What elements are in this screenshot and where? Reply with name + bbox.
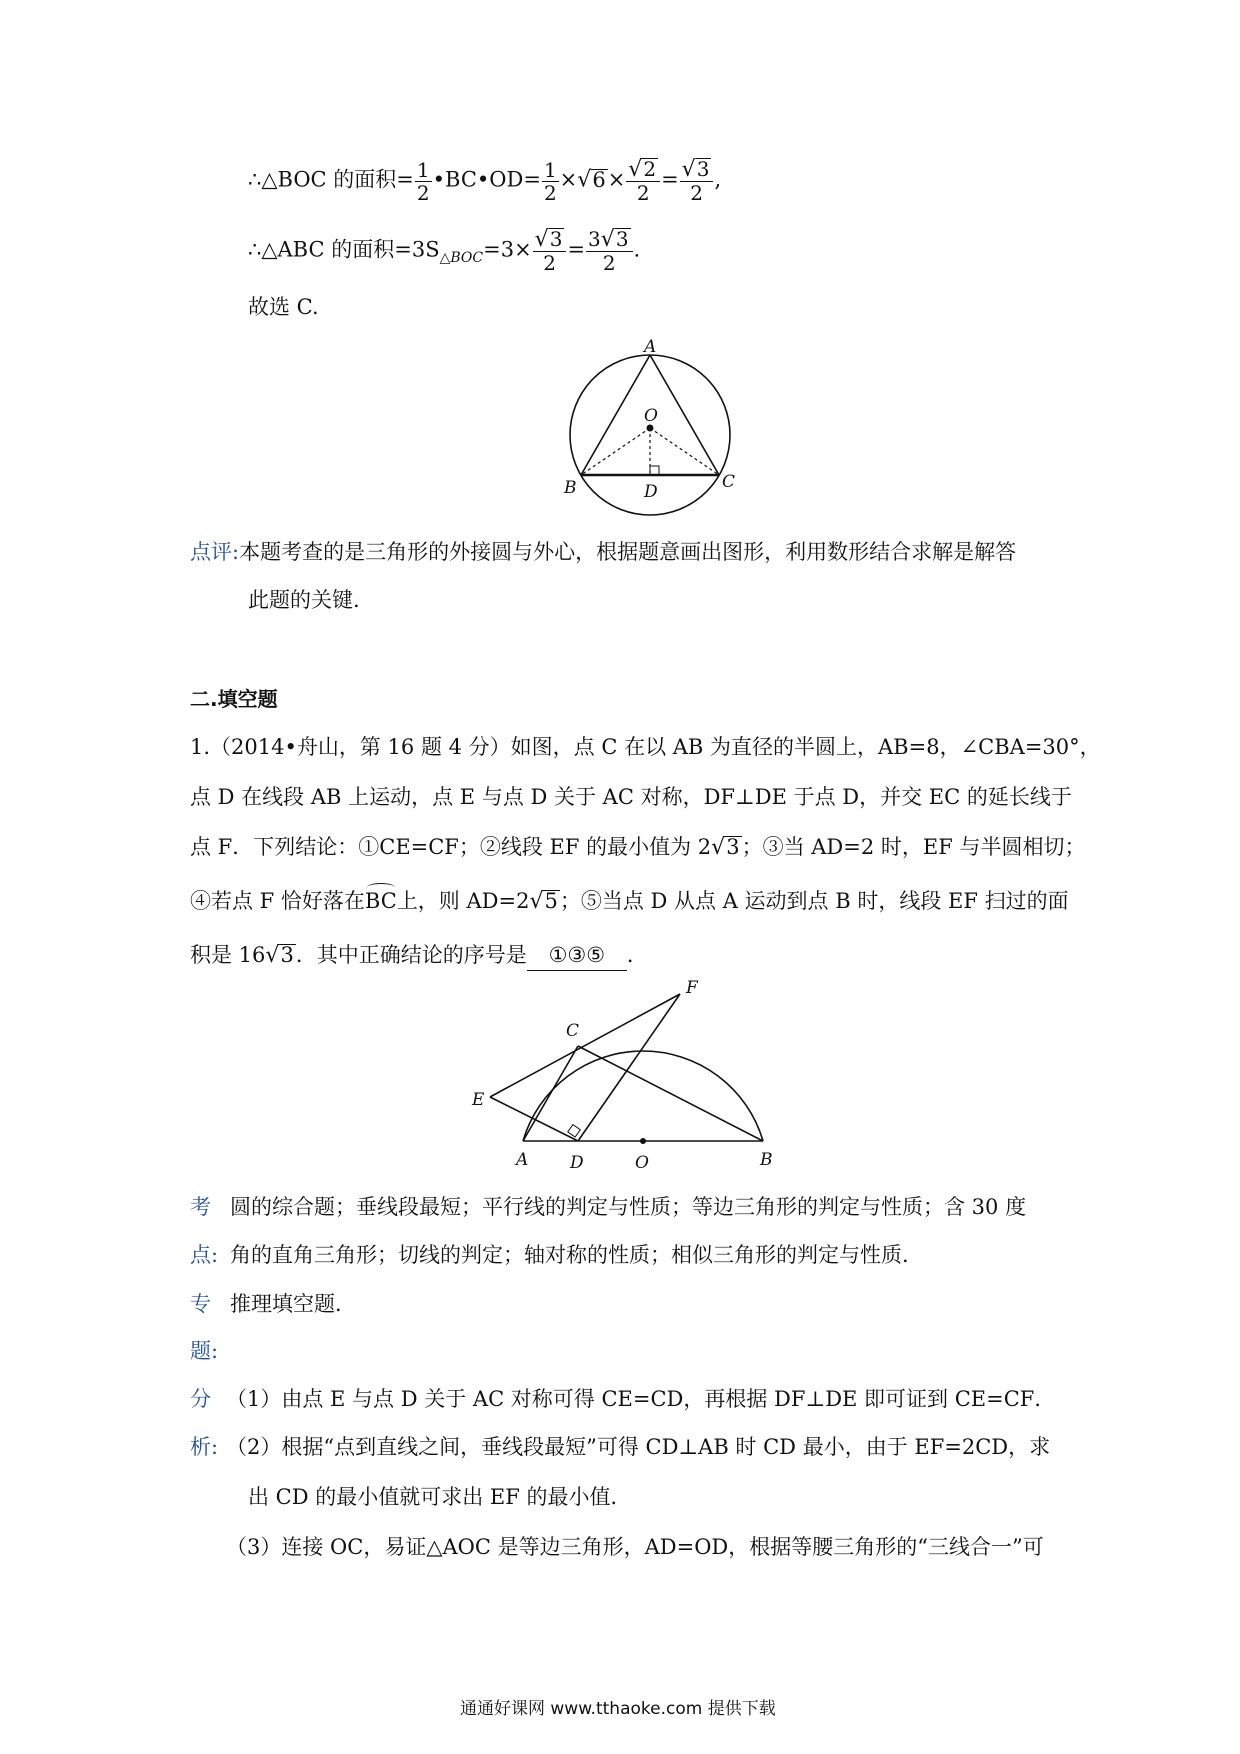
figure-semicircle xyxy=(460,975,790,1175)
kao-text-2: 角的直角三角形；切线的判定；轴对称的性质；相似三角形的判定与性质． xyxy=(230,1243,923,1267)
side-AB xyxy=(581,355,650,475)
label-B2: B xyxy=(760,1150,773,1170)
segment-DF xyxy=(578,994,680,1141)
problem-line-4: ④若点 F 恰好落在BC上，则 AD=2√5；⑤当点 D 从点 A 运动到点 B 时，线段 EF 扫过的面 xyxy=(190,886,1069,917)
label-A: A xyxy=(644,337,657,357)
solution-line-2: ∴△ABC 的面积$=3S_{\triangle BOC}=3\times$ $\frac{√3}{2}$ = $\frac{3√3}{2}$ . xyxy=(248,227,641,275)
segment-ED xyxy=(490,1097,578,1141)
label-A2: A xyxy=(516,1150,529,1170)
kao-text-1: 圆的综合题；垂线段最短；平行线的判定与性质；等边三角形的判定与性质；含 30 度 xyxy=(230,1195,1027,1219)
zhuan-text: 推理填空题． xyxy=(230,1292,356,1316)
label-F: F xyxy=(686,978,698,998)
label-fen: 分 xyxy=(190,1387,211,1411)
right-angle-mark-2 xyxy=(568,1125,581,1138)
figure-circumscribed-triangle xyxy=(550,335,750,525)
problem-line-5: 积是 16√3．其中正确结论的序号是 ①③⑤ ． xyxy=(190,940,648,971)
fraction-half-2: $\frac{1}{2}$ xyxy=(543,157,557,205)
fen-text-2: （2）根据“点到直线之间，垂线段最短”可得 CD⊥AB 时 CD 最小，由于 EF=2CD，求 xyxy=(226,1435,1051,1459)
line1-prefix: ∴△BOC 的面积= xyxy=(248,167,414,192)
fraction-half: $\frac{1}{2}$ xyxy=(416,157,430,205)
fraction-3sqrt3-over-2: $\frac{3√3}{2}$ xyxy=(586,228,633,274)
label-dian: 点: xyxy=(190,1243,219,1267)
choice-line: 故选 C. xyxy=(248,295,319,319)
semicircle xyxy=(523,1051,763,1141)
sqrt-3-b: 3 xyxy=(280,943,294,967)
page-footer: 通通好课网 www.tthaoke.com 提供下载 xyxy=(460,1699,776,1719)
comment-line-1: 点评:本题考查的是三角形的外接圆与外心，根据题意画出图形，利用数形结合求解是解答 xyxy=(190,540,1017,564)
right-angle-mark xyxy=(650,466,659,475)
comment-label: 点评: xyxy=(190,540,240,564)
label-C: C xyxy=(722,472,736,492)
segment-EF xyxy=(490,994,680,1097)
sqrt-5: 5 xyxy=(544,889,558,913)
label-O2: O xyxy=(635,1153,649,1173)
problem-line-2: 点 D 在线段 AB 上运动，点 E 与点 D 关于 AC 对称，DF⊥DE 于点 D，并交 EC 的延长线于 xyxy=(190,785,1072,809)
segment-OC xyxy=(650,428,719,475)
segment-CB xyxy=(578,1046,763,1141)
label-O: O xyxy=(644,406,658,426)
label-C2: C xyxy=(566,1021,580,1041)
answer-blank: ①③⑤ xyxy=(527,940,627,971)
point-O xyxy=(640,1138,646,1144)
comment-line-2: 此题的关键. xyxy=(248,588,360,612)
fen-text-3: （3）连接 OC，易证△AOC 是等边三角形，AD=OD，根据等腰三角形的“三线合一”可 xyxy=(226,1535,1044,1559)
label-E: E xyxy=(472,1090,485,1110)
side-AC xyxy=(650,355,719,475)
section-title: 二.填空题 xyxy=(190,687,278,711)
sqrt-6: 6 xyxy=(592,167,606,192)
fen-text-2b: 出 CD 的最小值就可求出 EF 的最小值． xyxy=(248,1485,632,1509)
fraction-sqrt2-over-2: $\frac{√2}{2}$ xyxy=(626,158,660,204)
label-D2: D xyxy=(570,1153,584,1173)
problem-line-3: 点 F．下列结论：①CE=CF；②线段 EF 的最小值为 2√3；③当 AD=2 时，EF 与半圆相切； xyxy=(190,835,1086,860)
arc-BC: BC xyxy=(365,886,397,916)
segment-OB xyxy=(581,428,650,475)
label-B: B xyxy=(564,478,577,498)
fraction-sqrt3-over-2-b: $\frac{√3}{2}$ xyxy=(533,228,567,274)
label-ti: 题: xyxy=(190,1339,219,1363)
label-xi: 析: xyxy=(190,1435,219,1459)
solution-line-1: ∴△BOC 的面积= $\frac{1}{2}$ •BC•OD= $\frac{1}{2}$ ×√6× $\frac{√2}{2}$ = $\frac{√3}{2}$ , xyxy=(248,157,722,205)
fen-text-1: （1）由点 E 与点 D 关于 AC 对称可得 CE=CD，再根据 DF⊥DE 即可证到 CE=CF． xyxy=(226,1387,1056,1411)
sqrt-3-a: 3 xyxy=(726,835,740,859)
label-kao: 考 xyxy=(190,1195,211,1219)
problem-line-1: 1.（2014•舟山，第 16 题 4 分）如图，点 C 在以 AB 为直径的半圆上，AB=8，∠CBA=30°， xyxy=(190,735,1101,759)
fraction-sqrt3-over-2: $\frac{√3}{2}$ xyxy=(680,158,714,204)
label-D: D xyxy=(644,482,658,502)
label-zhuan: 专 xyxy=(190,1292,211,1316)
